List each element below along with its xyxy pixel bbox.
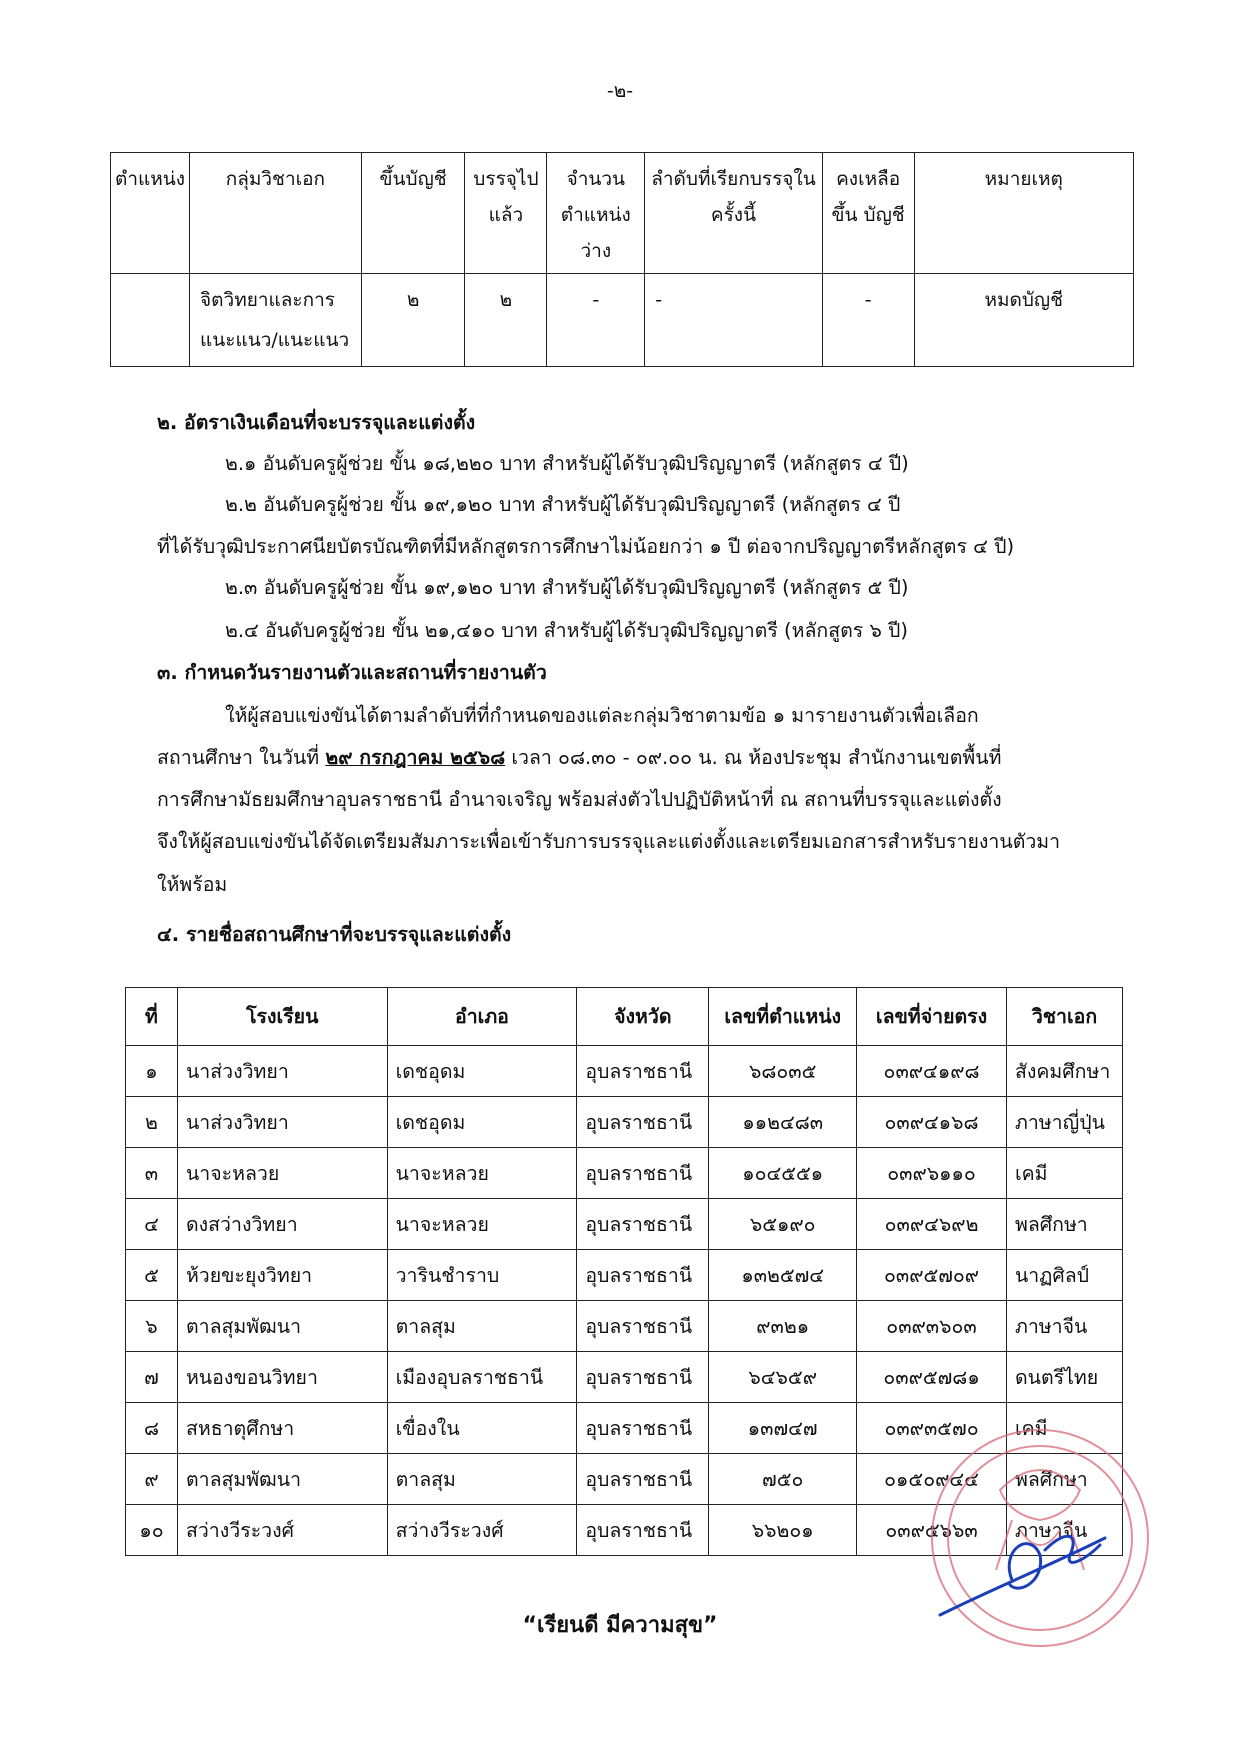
col-header-position-no: เลขที่ตำแหน่ง [709,988,857,1046]
col-header-order: ลำดับที่เรียกบรรจุใน ครั้งนี้ [645,153,822,274]
cell-district: เดชอุดม [387,1046,577,1097]
col-header-appointed: บรรจุไป แล้ว [465,153,547,274]
cell-province: อุบลราชธานี [577,1046,709,1097]
cell-province: อุบลราชธานี [577,1301,709,1352]
cell-position-no: ๖๘๐๓๕ [709,1046,857,1097]
section4-heading: ๔. รายชื่อสถานศึกษาที่จะบรรจุและแต่งตั้ง [157,923,512,946]
signature-mark [940,1536,1105,1615]
cell-vacant: - [547,274,645,367]
cell-school: นาส่วงวิทยา [177,1097,387,1148]
cell-no: ๗ [126,1352,178,1403]
cell-payment-no: ๐๓๙๕๗๐๙ [857,1250,1007,1301]
cell-district: วารินชำราบ [387,1250,577,1301]
cell-major: เคมี [1006,1403,1122,1454]
cell-school: สว่างวีระวงศ์ [177,1505,387,1556]
page-number: -๒- [606,80,634,102]
section2-item4: ๒.๔ อันดับครูผู้ช่วย ขั้น ๒๑,๔๑๐ บาท สำหรับผู้ได้รับวุฒิปริญญาตรี (หลักสูตร ๖ ปี) [225,619,909,642]
col-header-listed: ขึ้นบัญชี [361,153,465,274]
cell-no: ๑๐ [126,1505,178,1556]
cell-payment-no: ๐๓๙๔๑๖๘ [857,1097,1007,1148]
cell-school: ห้วยขะยุงวิทยา [177,1250,387,1301]
cell-school: สหธาตุศึกษา [177,1403,387,1454]
cell-position-no: ๖๖๒๐๑ [709,1505,857,1556]
cell-no: ๒ [126,1097,178,1148]
cell-no: ๑ [126,1046,178,1097]
cell-major: ภาษาญี่ปุ่น [1006,1097,1122,1148]
cell-province: อุบลราชธานี [577,1505,709,1556]
placement-table [110,152,1134,367]
section3-line1: ให้ผู้สอบแข่งขันได้ตามลำดับที่ที่กำหนดของแต่ละกลุ่มวิชาตามข้อ ๑ มารายงานตัวเพื่อเลือก [225,704,979,727]
col-header-note: หมายเหตุ [914,153,1133,274]
table-row [111,274,1134,367]
cell-no: ๕ [126,1250,178,1301]
cell-payment-no: ๐๓๙๕๖๖๓ [857,1505,1007,1556]
cell-district: เมืองอุบลราชธานี [387,1352,577,1403]
cell-position-no: ๑๓๒๕๗๔ [709,1250,857,1301]
cell-school: นาจะหลวย [177,1148,387,1199]
section2-item2b: ที่ได้รับวุฒิประกาศนียบัตรบัณฑิตที่มีหลักสูตรการศึกษาไม่น้อยกว่า ๑ ปี ต่อจากปริญญาตรีหลักสูตร ๔ ปี) [157,535,1015,558]
col-header-remaining: คงเหลือ ขึ้น บัญชี [822,153,914,274]
cell-payment-no: ๐๓๙๔๑๙๘ [857,1046,1007,1097]
cell-position-no: ๙๓๒๑ [709,1301,857,1352]
col-header-school: โรงเรียน [177,988,387,1046]
cell-payment-no: ๐๓๙๖๑๑๐ [857,1148,1007,1199]
section3-line3: การศึกษามัธยมศึกษาอุบลราชธานี อำนาจเจริญ พร้อมส่งตัวไปปฏิบัติหน้าที่ ณ สถานที่บรรจุและแต่งตั้ง [157,788,1002,811]
official-stamp [900,1420,1180,1650]
col-header-major: วิชาเอก [1006,988,1122,1046]
cell-position-no: ๑๓๗๔๗ [709,1403,857,1454]
cell-position-no: ๖๕๑๙๐ [709,1199,857,1250]
cell-district: นาจะหลวย [387,1199,577,1250]
section2-heading: ๒. อัตราเงินเดือนที่จะบรรจุและแต่งตั้ง [157,411,476,434]
cell-province: อุบลราชธานี [577,1352,709,1403]
cell-major: นาฏศิลป์ [1006,1250,1122,1301]
cell-position-no: ๑๑๒๔๘๓ [709,1097,857,1148]
cell-major: ภาษาจีน [1006,1301,1122,1352]
cell-order: - [645,274,822,367]
cell-major: พลศึกษา [1006,1454,1122,1505]
cell-province: อุบลราชธานี [577,1148,709,1199]
section3-line5: ให้พร้อม [157,873,228,896]
cell-listed: ๒ [361,274,465,367]
section3-line2-post: เวลา ๐๘.๓๐ - ๐๙.๐๐ น. ณ ห้องประชุม สำนักงานเขตพื้นที่ [505,746,1002,769]
motto: “เรียนดี มีความสุข” [522,1613,718,1638]
section2-item3: ๒.๓ อันดับครูผู้ช่วย ขั้น ๑๙,๑๒๐ บาท สำหรับผู้ได้รับวุฒิปริญญาตรี (หลักสูตร ๕ ปี) [225,576,909,599]
cell-appointed: ๒ [465,274,547,367]
table-row [126,1097,1123,1148]
col-header-vacant: จำนวน ตำแหน่ง ว่าง [547,153,645,274]
cell-school: หนองขอนวิทยา [177,1352,387,1403]
cell-district: เขื่องใน [387,1403,577,1454]
section2-item2a: ๒.๒ อันดับครูผู้ช่วย ขั้น ๑๙,๑๒๐ บาท สำหรับผู้ได้รับวุฒิปริญญาตรี (หลักสูตร ๔ ปี [225,493,901,516]
cell-district: เดชอุดม [387,1097,577,1148]
section3-heading: ๓. กำหนดวันรายงานตัวและสถานที่รายงานตัว [157,661,547,684]
table-row [126,1199,1123,1250]
cell-payment-no: ๐๑๕๐๙๔๔ [857,1454,1007,1505]
cell-no: ๘ [126,1403,178,1454]
cell-payment-no: ๐๓๙๓๕๗๐ [857,1403,1007,1454]
cell-district: สว่างวีระวงศ์ [387,1505,577,1556]
cell-position-no: ๖๔๖๕๙ [709,1352,857,1403]
table-row [126,1148,1123,1199]
cell-province: อุบลราชธานี [577,1199,709,1250]
section3-line4: จึงให้ผู้สอบแข่งขันได้จัดเตรียมสัมภาระเพื่อเข้ารับการบรรจุและแต่งตั้งและเตรียมเอกสารสำหรับรายงานตัวมา [157,830,1061,853]
cell-note: หมดบัญชี [914,274,1133,367]
cell-payment-no: ๐๓๙๔๖๙๒ [857,1199,1007,1250]
table-row [126,1301,1123,1352]
col-header-no: ที่ [126,988,178,1046]
col-header-subject: กลุ่มวิชาเอก [190,153,362,274]
cell-payment-no: ๐๓๙๕๗๘๑ [857,1352,1007,1403]
table-header-row [111,153,1134,274]
col-header-position: ตำแหน่ง [111,153,190,274]
cell-position-no: ๑๐๔๕๕๑ [709,1148,857,1199]
cell-province: อุบลราชธานี [577,1097,709,1148]
col-header-payment-no: เลขที่จ่ายตรง [857,988,1007,1046]
cell-no: ๓ [126,1148,178,1199]
cell-school: นาส่วงวิทยา [177,1046,387,1097]
cell-major: ภาษาจีน [1006,1505,1122,1556]
cell-school: ตาลสุมพัฒนา [177,1301,387,1352]
col-header-district: อำเภอ [387,988,577,1046]
cell-district: ตาลสุม [387,1301,577,1352]
table-row [126,1352,1123,1403]
cell-province: อุบลราชธานี [577,1454,709,1505]
cell-province: อุบลราชธานี [577,1250,709,1301]
cell-no: ๔ [126,1199,178,1250]
cell-major: พลศึกษา [1006,1199,1122,1250]
section2-item1: ๒.๑ อันดับครูผู้ช่วย ขั้น ๑๘,๒๒๐ บาท สำหรับผู้ได้รับวุฒิปริญญาตรี (หลักสูตร ๔ ปี) [225,452,909,475]
cell-no: ๖ [126,1301,178,1352]
cell-no: ๙ [126,1454,178,1505]
cell-subject: จิตวิทยาและการ แนะแนว/แนะแนว [190,274,362,367]
table-header-row [126,988,1123,1046]
cell-school: ดงสว่างวิทยา [177,1199,387,1250]
cell-payment-no: ๐๓๙๓๖๐๓ [857,1301,1007,1352]
col-header-province: จังหวัด [577,988,709,1046]
section3-line2-pre: สถานศึกษา ในวันที่ [157,746,326,769]
report-date: ๒๙ กรกฎาคม ๒๕๖๘ [325,746,506,769]
cell-major: สังคมศึกษา [1006,1046,1122,1097]
table-row [126,1250,1123,1301]
cell-major: ดนตรีไทย [1006,1352,1122,1403]
cell-school: ตาลสุมพัฒนา [177,1454,387,1505]
cell-district: ตาลสุม [387,1454,577,1505]
cell-position [111,274,190,367]
table-row [126,1046,1123,1097]
cell-province: อุบลราชธานี [577,1403,709,1454]
section3-line2 [157,745,1117,771]
cell-position-no: ๗๕๐ [709,1454,857,1505]
cell-major: เคมี [1006,1148,1122,1199]
cell-district: นาจะหลวย [387,1148,577,1199]
cell-remaining: - [822,274,914,367]
